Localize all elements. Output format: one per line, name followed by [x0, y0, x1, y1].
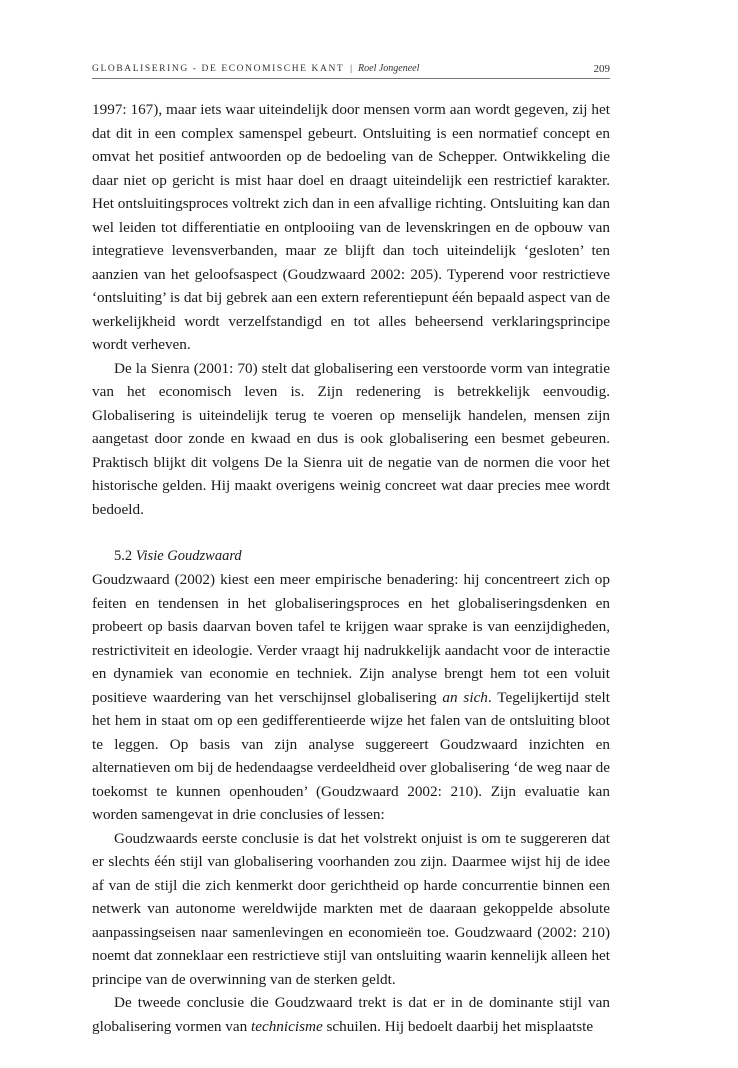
paragraph-5-text-b: schuilen. Hij bedoelt daarbij het misplaatste	[322, 1017, 594, 1035]
page-number: 209	[593, 63, 610, 75]
body-text	[92, 98, 610, 1038]
section-title: Visie Goudzwaard	[135, 547, 242, 564]
paragraph-1: 1997: 167), maar iets waar uiteindelijk door mensen vorm aan wordt gegeven, zij het dat dit in een complex samenspel gebeurt. Ontsluiting is een normatief concept en omvat het positief antwoorden op de bedoeling van de Schepper. Ontwikkeling die daar niet op gericht is mist haar doel en draagt uiteindelijk een restrictief karakter. Het ontsluitingsproces voltrekt zich dan in een afvallige richting. Ontsluiting kan dan wel leiden tot differentiatie en ontplooiing van de levenskringen en de opbouw van integratieve levensverbanden, maar ze blijft dan toch uiteindelijk ‘gesloten’ ten aanzien van het geloofsaspect (Goudzwaard 2002: 205). Typerend voor restrictieve ‘ontsluiting’ is dat bij gebrek aan een extern referentiepunt één bepaald aspect van de werkelijkheid wordt verzelfstandigd en tot alles beheersend verklaringsprincipe wordt verheven.	[92, 101, 610, 353]
paragraph-4: Goudzwaards eerste conclusie is dat het volstrekt onjuist is om te suggereren dat er slechts één stijl van globalisering voorhanden zou zijn. Daarmee wijst hij de idee af van de stijl die zich kenmerkt door gerichtheid op harde concurrentie binnen een netwerk van autonome wereldwijde markten met de daaraan gekoppelde absolute aanpassingseisen naar samenlevingen en economieën toe. Goudzwaard (2002: 210) noemt dat zonneklaar een restrictieve stijl van ontsluiting waarin kennelijk alleen het principe van de overwinning van de sterken geldt.	[92, 829, 610, 988]
paragraph-5	[92, 991, 610, 1038]
running-title-group	[92, 62, 419, 76]
running-title: GLOBALISERING - DE ECONOMISCHE KANT	[92, 64, 345, 74]
paragraph-3-text-a: Goudzwaard (2002) kiest een meer empirische benadering: hij concentreert zich op feiten en tendensen in het globaliseringsproces en het globaliseringsdenken en probeert op basis daarvan boven tafel te krijgen waar sprake is van eenzijdigheden, restrictiviteit en ideologie. Verder vraagt hij nadrukkelijk aandacht voor de interactie en dynamiek van economie en techniek. Zijn analyse brengt hem tot een voluit positieve waardering van het verschijnsel globalisering	[92, 571, 610, 706]
running-head-author: Roel Jongeneel	[358, 63, 420, 74]
paragraph-3-italic: an sich	[442, 688, 488, 706]
running-head-separator: |	[350, 64, 353, 74]
paragraph-3	[92, 568, 610, 827]
paragraph-2: De la Sienra (2001: 70) stelt dat globalisering een verstoorde vorm van integratie van het economisch leven is. Zijn redenering is betrekkelijk eenvoudig. Globalisering is uiteindelijk terug te voeren op menselijk handelen, mensen zijn aangetast door zonde en kwaad en dus is ook globalisering een besmet gebeuren. Praktisch blijkt dit volgens De la Sienra uit de negatie van de normen die voor het historische gelden. Hij maakt overigens weinig concreet wat daar precies mee wordt bedoeld.	[92, 359, 610, 518]
paragraph-5-text-a: De tweede conclusie die Goudzwaard trekt is dat er in de dominante stijl van globalisering vormen van	[92, 994, 610, 1035]
paragraph-5-italic: technicisme	[251, 1017, 323, 1035]
section-number: 5.2	[114, 547, 133, 564]
running-head	[92, 62, 610, 79]
paragraph-3-text-b: . Tegelijkertijd stelt het hem in staat om op een gedifferentieerde wijze het falen van de ontsluiting bloot te leggen. Op basis van zijn analyse suggereert Goudzwaard inzichten en alternatieven om bij de hedendaagse verdeeldheid over globalisering ‘de weg naar de toekomst te kunnen openhouden’ (Goudzwaard 2002: 210). Zijn evaluatie kan worden samengevat in drie conclusies of lessen:	[92, 688, 610, 823]
section-heading	[92, 545, 610, 569]
